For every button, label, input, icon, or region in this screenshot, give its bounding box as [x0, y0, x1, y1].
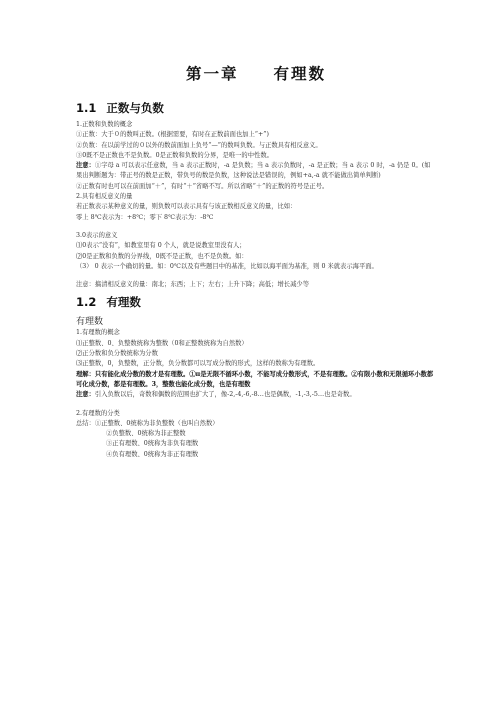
s2-line: ⑶正整数，0，负整数，正分数，负分数都可以写成分数的形式，这样的数称为有理数。 [76, 360, 320, 368]
s2-understand: 理解：只有能化成分数的数才是有理数。①π是无限不循环小数，不能写成分数形式，不是有理数。②有限小数和无限循环小数都可化成分数，都是有理数。3，整数也能化成分数，也是有理数 [76, 370, 434, 388]
s1-line: ⑴0表示“没有”，如教室里有 0 个人，就是说教室里没有人； [76, 242, 246, 250]
spacer [76, 223, 436, 231]
spacer [76, 272, 436, 280]
note-label: 注意： [76, 162, 95, 170]
section-2-number: 1.2 [76, 295, 97, 310]
s1-line: 若正数表示某种意义的量，则负数可以表示具有与该正数相反意义的量，比如： [76, 203, 297, 211]
s1-line: （3） 0 表示一个确切的量。如：0℃以及有些题目中的基准，比如以海平面为基准，则 0 米就表示海平面。 [76, 262, 378, 270]
note-text: 引入负数以后，奇数和偶数的范围也扩大了，像-2,-4,-6,-8…也是偶数，-1,-3,-5…也是奇数。 [94, 391, 356, 399]
s1-sub3: 3.0表示的意义 [76, 231, 118, 239]
s2-line: ⑴正整数、0、负整数统称为整数（0和正整数统称为自然数） [76, 339, 248, 347]
s1-note [76, 161, 436, 182]
s1-line: ②负数：在以前学过的０以外的数前面加上负号“—”的数叫负数。与正数具有相反意义。 [76, 141, 322, 149]
s1-line: ③0既不是正数也不是负数。0是正数和负数的分界，是唯一的中性数。 [76, 151, 273, 159]
s2-summary-line [76, 419, 436, 429]
section-1-title: 正数与负数 [106, 101, 164, 115]
summary-item: ④负有理数、0统称为非正有理数 [106, 450, 199, 458]
section-2-heading [76, 294, 436, 310]
s1-line: ⑵0是正数和负数的分界线，0既不是正数，也不是负数。如： [76, 252, 248, 260]
s2-note [76, 390, 436, 400]
section-1-number: 1.1 [76, 101, 97, 115]
section-1-heading [76, 100, 436, 116]
s2-line: ⑵正分数和负分数统称为分数 [76, 350, 158, 358]
summary-item: ②负整数、0统称为非正整数 [106, 430, 186, 438]
s1-line: 零上 8℃表示为：+8℃；零下 8℃表示为：-8℃ [76, 213, 214, 221]
s1-line: ②正数有时也可以在前面加“＋”，有时“＋”省略不写。所以省略“＋”的正数的符号是正号。 [76, 182, 329, 190]
s1-sub1: 1.正数和负数的概念 [76, 121, 133, 128]
section-2-title: 有理数 [106, 295, 141, 310]
s1-sub2: 2.具有相反意义的量 [76, 193, 133, 201]
note-text: ①字母 a 可以表示任意数，当 a 表示正数时，-a 是负数；当 a 表示负数时，-a 是正数；当 a 表示 0 时，-a 仍是 0。(如果出判断题为：带正号的数是正数，带负号的数是负数，这种说法是错误的，例如+a,-a 就不能做出简单判断) [76, 162, 431, 180]
s2-heading: 有理数 [76, 317, 104, 328]
spacer [76, 401, 436, 409]
s1-note2: 注意：搞清相反意义的量：南北；东西；上下；左右；上升下降；高低；增长减少等 [76, 281, 309, 289]
s1-line: ①正数：大于０的数叫正数。(根据需要，有时在正数前面也加上“+”) [76, 131, 269, 139]
summary-item: ①正整数、0统称为非负整数（也叫自然数） [94, 419, 219, 427]
s2-sub2: 2.有理数的分类 [76, 409, 120, 417]
chapter-title: 第一章 有理数 [185, 65, 326, 83]
note-label: 注意： [76, 391, 95, 399]
summary-label: 总结： [76, 419, 95, 427]
summary-item: ③正有理数、0统称为非负有理数 [106, 440, 199, 448]
s2-sub1: 1.有理数的概念 [76, 329, 120, 337]
